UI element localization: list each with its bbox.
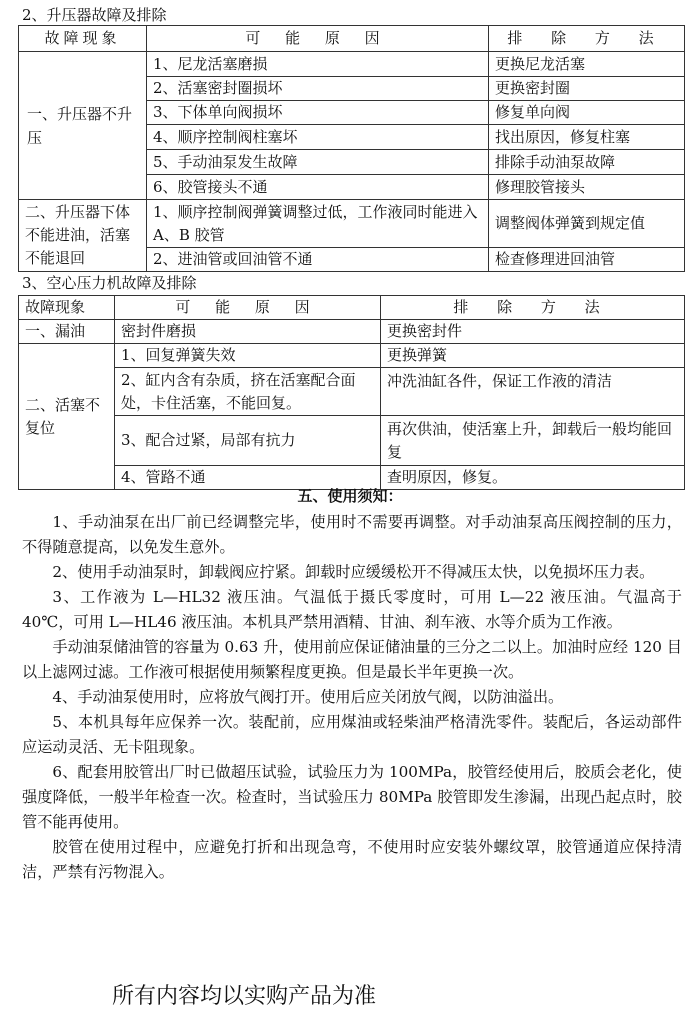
fix-cell: 更换密封件 [381,320,685,344]
cause-cell: 5、手动油泵发生故障 [147,150,489,175]
table-row [19,368,685,416]
cause-cell: 1、回复弹簧失效 [115,344,381,368]
cause-cell: 1、顺序控制阀弹簧调整过低，工作液同时能进入 A、B 胶管 [147,200,489,248]
fix-cell: 排除手动油泵故障 [489,150,685,175]
note-paragraph: 胶管在使用过程中，应避免打折和出现急弯，不使用时应安装外螺纹罩，胶管通道应保持清洁，严禁有污物混入。 [22,838,682,881]
note-paragraph: 6、配套用胶管出厂时已做超压试验，试验压力为 100MPa，胶管经使用后，胶质会老化，使强度降低，一般半年检查一次。检查时，当试验压力 80MPa 胶管即发生渗漏，出现凸起点时，胶管不能再使用。 [22,763,682,831]
table-row [19,416,685,466]
fix-cell: 修理胶管接头 [489,175,685,200]
note-paragraph: 5、本机具每年应保养一次。装配前，应用煤油或轻柴油严格清洗零件。装配后，各运动部件应运动灵活、无卡阻现象。 [22,713,682,756]
section-2-title: 2、升压器故障及排除 [22,6,167,24]
fix-cell: 查明原因，修复。 [381,466,685,490]
fix-cell: 更换弹簧 [381,344,685,368]
cause-cell: 密封件磨损 [115,320,381,344]
notes-body [22,510,682,885]
cause-cell: 4、顺序控制阀柱塞坏 [147,125,489,150]
cause-cell: 6、胶管接头不通 [147,175,489,200]
table-row [19,52,685,77]
fix-cell: 修复单向阀 [489,101,685,125]
cause-cell: 2、进油管或回油管不通 [147,248,489,272]
section-3-title: 3、空心压力机故障及排除 [22,274,197,292]
symptom-cell: 一、升压器不升压 [19,52,147,200]
cause-cell: 3、配合过紧，局部有抗力 [115,416,381,466]
header-fix: 排 除 方 法 [489,26,685,52]
symptom-cell: 二、活塞不复位 [19,344,115,490]
note-paragraph: 4、手动油泵使用时，应将放气阀打开。使用后应关闭放气阀，以防油溢出。 [52,688,564,706]
header-symptom: 故障现象 [19,296,115,320]
fix-cell: 更换尼龙活塞 [489,52,685,77]
cause-cell: 3、下体单向阀损坏 [147,101,489,125]
header-cause: 可 能 原 因 [115,296,381,320]
press-fault-table [18,295,685,490]
fix-cell: 冲洗油缸各件，保证工作液的清洁 [381,368,685,416]
note-paragraph: 3、工作液为 L—HL32 液压油。气温低于摄氏零度时，可用 L—22 液压油。气温高于 40℃，可用 L—HL46 液压油。本机具严禁用酒精、甘油、刹车液、水等介质为工作液。 [22,588,682,631]
fix-cell: 调整阀体弹簧到规定值 [489,200,685,248]
header-symptom: 故障现象 [19,26,147,52]
fix-cell: 找出原因，修复柱塞 [489,125,685,150]
note-paragraph: 手动油泵储油管的容量为 0.63 升，使用前应保证储油量的三分之二以上。加油时应经 120 目以上滤网过滤。工作液可根据使用频繁程度更换。但是最长半年更换一次。 [22,638,682,681]
note-paragraph: 1、手动油泵在出厂前已经调整完毕，使用时不需要再调整。对手动油泵高压阀控制的压力，不得随意提高，以免发生意外。 [22,513,682,556]
booster-fault-table [18,25,685,272]
cause-cell: 4、管路不通 [115,466,381,490]
cause-cell: 2、缸内含有杂质，挤在活塞配合面处，卡住活塞，不能回复。 [115,368,381,416]
notes-title: 五、使用须知： [297,487,403,505]
footer-disclaimer: 所有内容均以实购产品为准 [112,984,377,1009]
header-fix: 排 除 方 法 [381,296,685,320]
table-row [19,344,685,368]
table-header-row [19,26,685,52]
table-row [19,200,685,248]
fix-cell: 检查修理进回油管 [489,248,685,272]
note-paragraph: 2、使用手动油泵时，卸载阀应拧紧。卸载时应缓缓松开不得减压太快，以免损坏压力表。 [52,563,655,581]
symptom-cell: 一、漏油 [19,320,115,344]
cause-cell: 1、尼龙活塞磨损 [147,52,489,77]
table-header-row [19,296,685,320]
fix-cell: 更换密封圈 [489,77,685,101]
fix-cell: 再次供油，使活塞上升，卸载后一般均能回复 [381,416,685,466]
header-cause: 可 能 原 因 [147,26,489,52]
cause-cell: 2、活塞密封圈损坏 [147,77,489,101]
symptom-cell: 二、升压器下体不能进油，活塞不能退回 [19,200,147,272]
table-row [19,320,685,344]
